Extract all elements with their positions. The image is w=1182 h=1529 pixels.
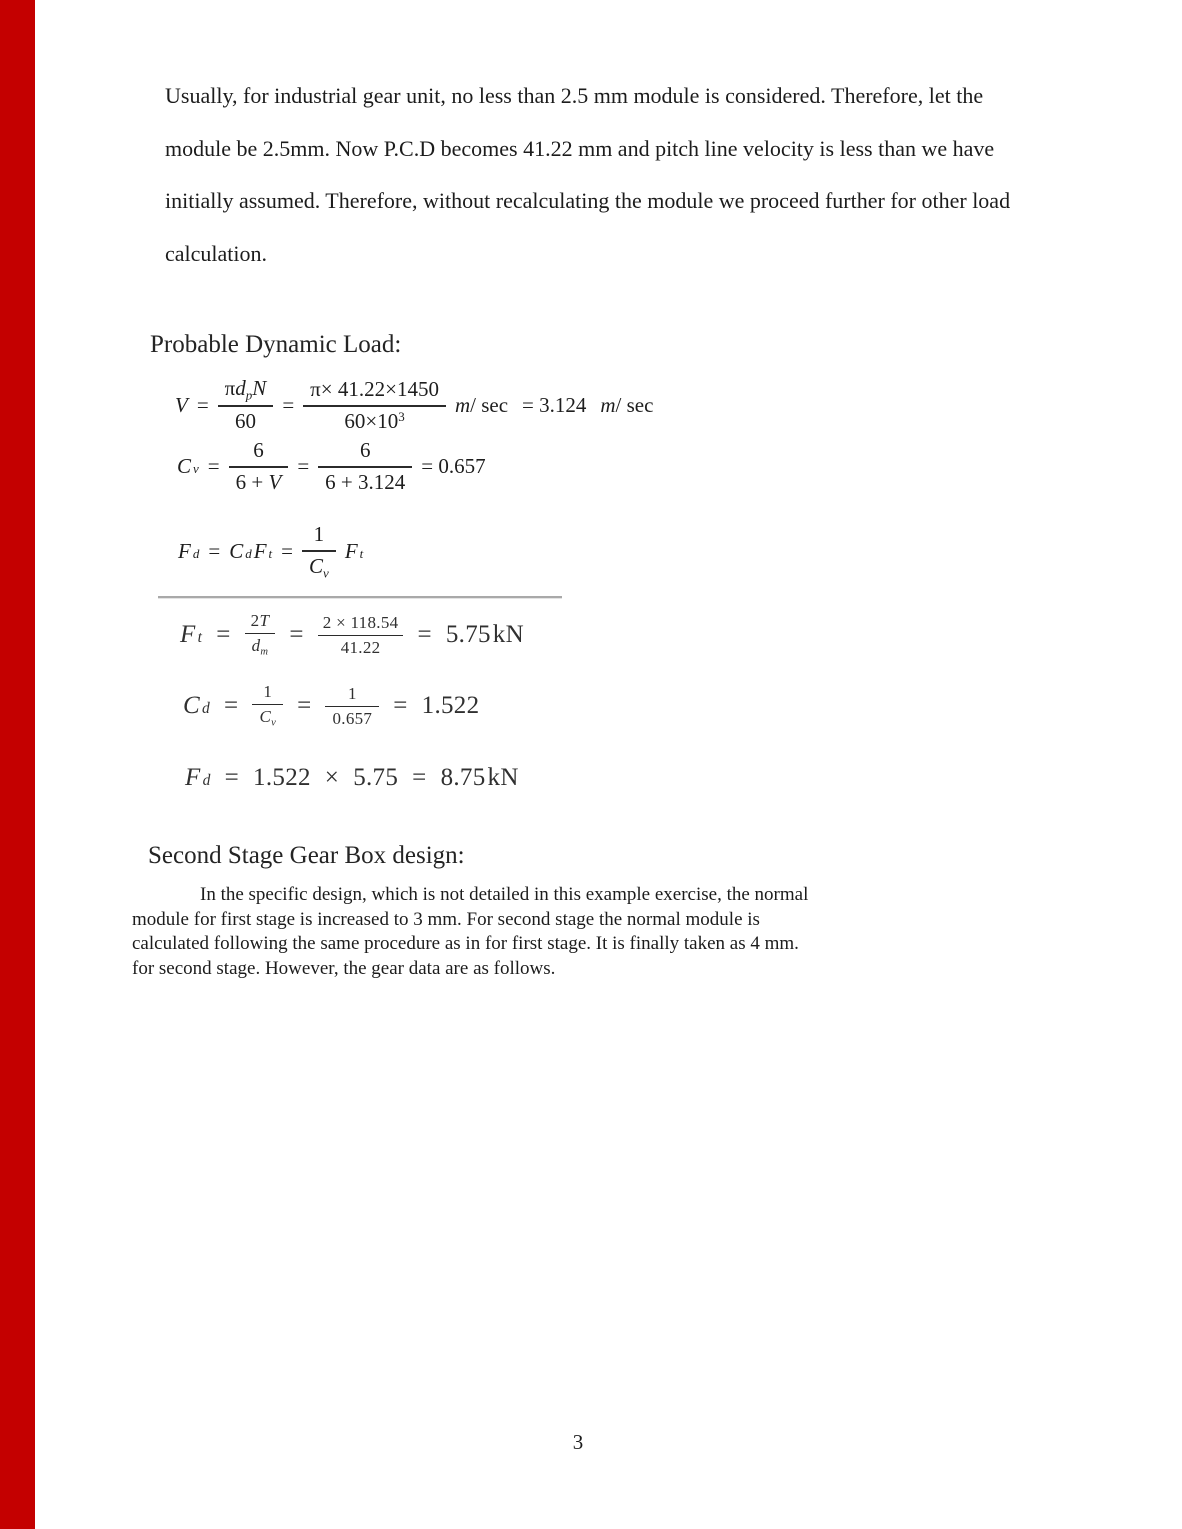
paragraph-line: calculated following the same procedure as in for first stage. It is finally taken as 4 mm. [132,933,799,955]
unit-label: kN [487,764,519,791]
fraction-denominator: 60 [234,408,256,433]
math-token: V [268,469,282,494]
paragraph-line: Usually, for industrial gear unit, no less than 2.5 mm module is considered. Therefore, let the [165,83,984,108]
math-token: / sec [470,392,509,417]
math-token: 8.75 [440,764,486,791]
equation-dynamic-load-result [185,761,519,795]
times-sign: × [324,764,340,791]
fraction [218,376,274,434]
math-token: C [177,453,192,478]
paragraph-line: In the specific design, which is not detailed in this example exercise, the normal [200,884,809,905]
section-heading-probable-dynamic-load: Probable Dynamic Load: [150,331,402,358]
unit-label: kN [492,621,524,648]
fraction-numerator: 6 [229,438,289,468]
equals-sign: = [393,692,408,719]
equals-sign: = [224,692,239,719]
math-subscript: t [359,545,364,561]
equation-pitch-line-velocity [175,371,653,439]
equals-sign: = [216,621,231,648]
equals-sign: = [282,392,295,417]
unit-label [600,393,653,418]
second-stage-paragraph [132,883,808,981]
math-token: / sec [615,392,654,417]
fraction-numerator: π× 41.22×1450 [303,377,446,407]
fraction-numerator: 6 [318,438,412,468]
fraction-numerator: 1 [302,522,336,552]
math-token: π [224,376,236,401]
math-token: F [185,764,201,791]
fraction-denominator: 6 + 3.124 [325,469,406,494]
math-token: d [251,636,261,656]
math-symbol [178,539,199,564]
math-token: 60×10 [344,408,399,433]
math-token: T [259,611,270,631]
math-token: C [229,538,244,563]
fraction-denominator [245,634,276,658]
math-token: F [180,621,196,648]
math-subscript: d [202,772,211,789]
fraction [302,522,336,580]
paragraph-line: module be 2.5mm. Now P.C.D becomes 41.22 mm and pitch line velocity is less than we have [165,135,995,161]
math-symbol [229,539,272,564]
fraction [303,377,446,434]
paragraph-line: for second stage. However, the gear data are as follows. [132,957,556,979]
equals-sign: = [297,453,310,478]
math-symbol [183,692,210,720]
math-subscript: v [323,565,329,581]
equals-sign: = [289,621,304,648]
math-token: = 0.657 [421,453,486,478]
math-token: 5.75 [353,764,399,791]
unit-label [455,393,508,418]
math-token: C [183,692,200,719]
math-token: 5.75 [445,621,491,648]
equals-sign: = [196,392,209,417]
math-symbol [185,764,211,792]
math-subscript: v [271,718,277,730]
math-subscript: m [260,647,269,659]
math-token: F [344,538,358,563]
fraction [318,438,412,495]
intro-paragraph [165,70,1010,280]
equation-tangential-force [180,605,524,665]
math-result [446,621,524,649]
math-token: V [175,392,188,417]
fraction-numerator [218,376,274,407]
equals-sign: = [208,538,221,563]
equation-dynamic-load-formula [178,521,363,581]
math-token: C [259,707,272,727]
math-symbol [177,454,199,479]
equals-sign: = [412,764,427,791]
equals-sign: = [281,538,294,563]
math-subscript: p [245,387,253,403]
fraction-denominator [252,705,283,729]
page-number: 3 [572,1430,584,1454]
paragraph-line: calculation. [165,240,268,266]
equation-dynamic-factor [183,676,479,736]
fraction-denominator [229,468,289,495]
math-token: = 3.124 [522,392,587,417]
math-token: N [252,376,267,401]
math-subscript: d [201,700,211,717]
math-token: C [309,554,324,579]
fraction [252,682,283,729]
fraction-denominator [303,407,446,434]
paragraph-line: initially assumed. Therefore, without recalculating the module we proceed further for other load [165,188,1011,213]
math-token: F [178,538,191,563]
equals-sign: = [207,453,220,478]
paragraph-line: module for first stage is increased to 3 mm. For second stage the normal module is [132,908,760,930]
math-symbol [180,621,202,649]
fraction-numerator: 2 × 118.54 [318,613,404,636]
math-token: d [235,376,246,401]
fraction [325,684,379,729]
math-subscript: t [268,545,273,561]
fraction-denominator: 0.657 [332,708,373,728]
left-red-stripe [0,0,35,1529]
equation-velocity-factor [177,432,486,500]
math-token: 6 + [235,469,264,494]
math-superscript: 3 [398,408,405,424]
fraction [229,438,289,495]
section-heading-second-stage: Second Stage Gear Box design: [148,842,465,869]
math-subscript: d [245,545,252,561]
fraction-numerator [245,611,276,634]
fraction [318,613,404,658]
math-result: 1.522 [421,692,480,719]
equals-sign: = [297,692,312,719]
math-result [441,764,519,792]
equals-sign: = [224,764,240,791]
math-symbol [345,539,363,564]
equals-sign: = [417,621,432,648]
fraction-numerator: 1 [325,684,379,707]
fraction [245,611,276,658]
math-token: 1.522 [253,764,311,791]
divider-line [158,596,562,599]
math-token: m [600,392,616,417]
math-token: F [253,538,267,563]
math-subscript: d [192,545,200,561]
math-token: 2 [250,611,260,631]
math-subscript: t [197,629,203,646]
fraction-denominator: 41.22 [340,637,381,657]
fraction-numerator: 1 [252,682,283,705]
math-token: m [454,392,471,417]
fraction-denominator [302,552,336,580]
math-subscript: v [193,460,199,476]
